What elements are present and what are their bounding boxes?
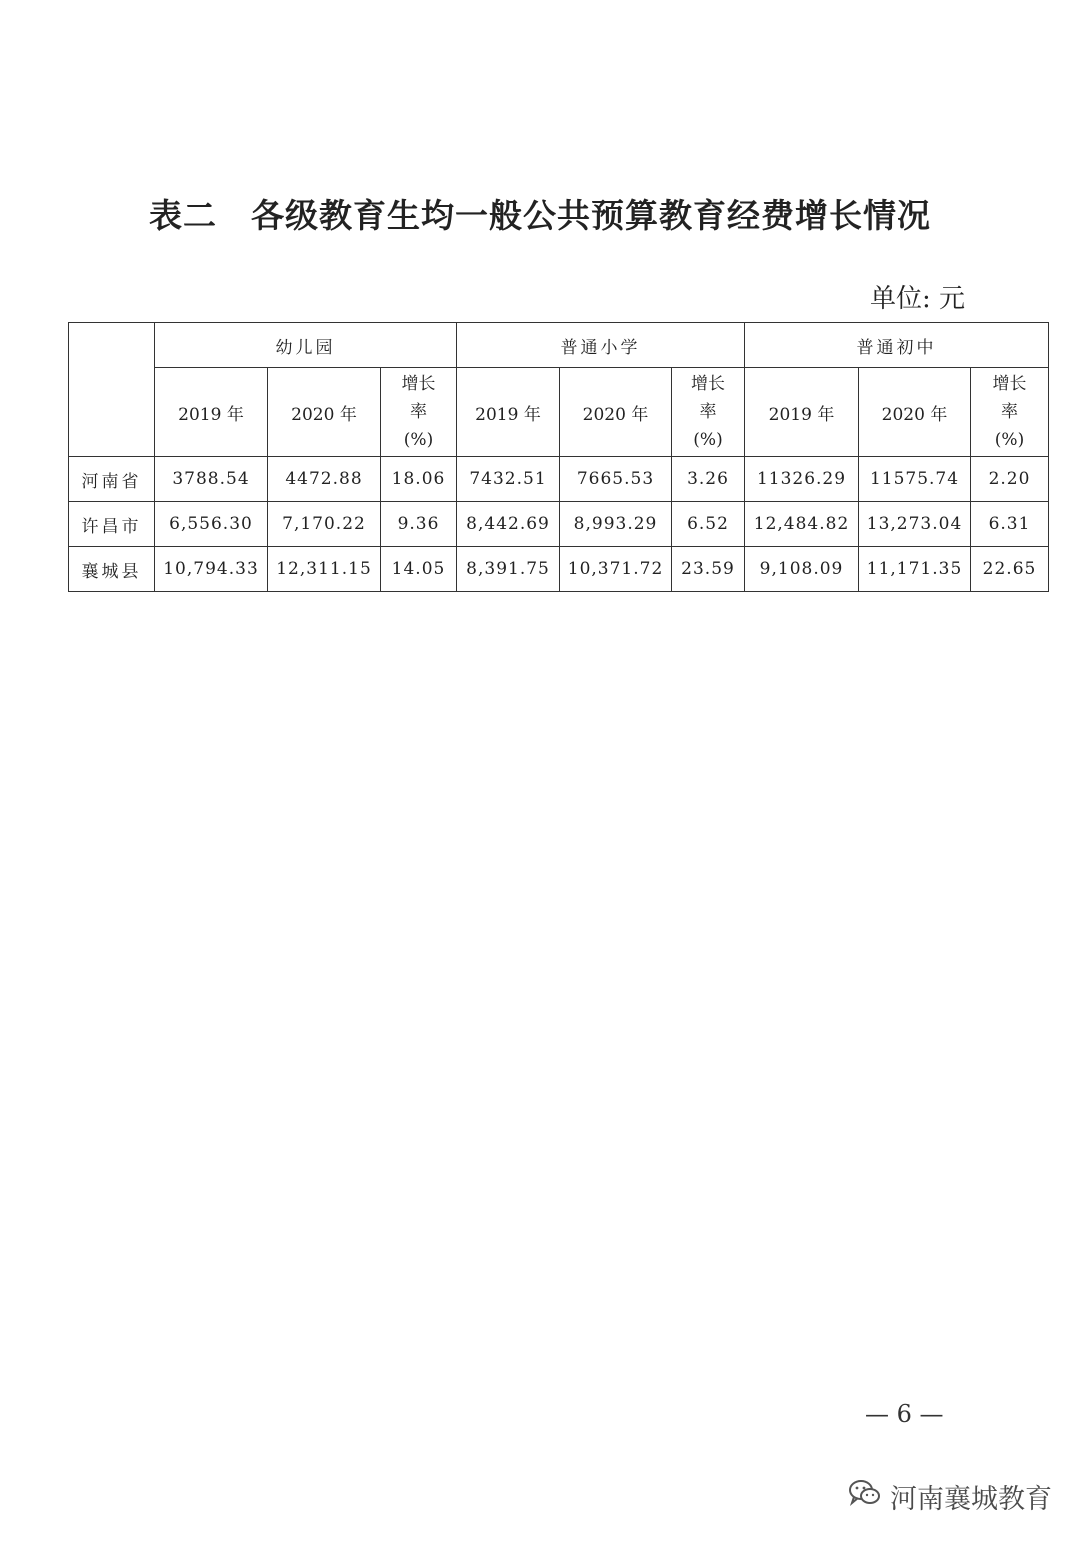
group-header-kindergarten: 幼儿园 bbox=[155, 323, 457, 368]
value-cell: 11,171.35 bbox=[859, 547, 971, 592]
page-number: — 6 — bbox=[865, 1400, 944, 1428]
year-2019-header: 2019 年 bbox=[745, 368, 859, 457]
year-2019-header: 2019 年 bbox=[457, 368, 560, 457]
value-cell: 12,484.82 bbox=[745, 502, 859, 547]
value-cell: 11575.74 bbox=[859, 457, 971, 502]
value-cell: 8,391.75 bbox=[457, 547, 560, 592]
value-cell: 23.59 bbox=[672, 547, 745, 592]
value-cell: 6,556.30 bbox=[155, 502, 268, 547]
value-cell: 3788.54 bbox=[155, 457, 268, 502]
group-header-row bbox=[69, 323, 1049, 368]
table-row bbox=[69, 547, 1049, 592]
value-cell: 7665.53 bbox=[560, 457, 672, 502]
value-cell: 8,442.69 bbox=[457, 502, 560, 547]
value-cell: 12,311.15 bbox=[268, 547, 381, 592]
value-cell: 22.65 bbox=[971, 547, 1049, 592]
year-2020-header: 2020 年 bbox=[268, 368, 381, 457]
rate-label-1: 增长 bbox=[401, 374, 436, 394]
budget-table bbox=[68, 322, 1049, 592]
year-2019-header: 2019 年 bbox=[155, 368, 268, 457]
corner-cell bbox=[69, 323, 155, 457]
unit-label: 单位: 元 bbox=[869, 284, 965, 314]
value-cell: 4472.88 bbox=[268, 457, 381, 502]
year-2020-header: 2020 年 bbox=[560, 368, 672, 457]
value-cell: 9,108.09 bbox=[745, 547, 859, 592]
rate-label-2: 率 bbox=[699, 402, 717, 422]
rate-label-2: 率 bbox=[1001, 402, 1019, 422]
document-title bbox=[0, 190, 1080, 237]
rate-label-3: (%) bbox=[994, 430, 1025, 450]
value-cell: 10,794.33 bbox=[155, 547, 268, 592]
region-cell: 许昌市 bbox=[69, 502, 155, 547]
value-cell: 7432.51 bbox=[457, 457, 560, 502]
watermark bbox=[848, 1478, 1052, 1514]
rate-label-2: 率 bbox=[410, 402, 427, 422]
rate-label-3: (%) bbox=[693, 430, 723, 450]
value-cell: 9.36 bbox=[381, 502, 457, 547]
value-cell: 2.20 bbox=[971, 457, 1049, 502]
value-cell: 6.52 bbox=[672, 502, 745, 547]
title-text: 各级教育生均一般公共预算教育经费增长情况 bbox=[251, 196, 931, 235]
region-cell: 河南省 bbox=[69, 457, 155, 502]
rate-label-3: (%) bbox=[403, 430, 434, 450]
rate-label-1: 增长 bbox=[992, 374, 1027, 394]
growth-rate-header bbox=[672, 368, 745, 457]
growth-rate-header bbox=[381, 368, 457, 457]
group-header-junior: 普通初中 bbox=[745, 323, 1049, 368]
watermark-text: 河南襄城教育 bbox=[890, 1483, 1052, 1515]
table-row bbox=[69, 457, 1049, 502]
value-cell: 6.31 bbox=[971, 502, 1049, 547]
sub-header-row bbox=[69, 368, 1049, 457]
value-cell: 10,371.72 bbox=[560, 547, 672, 592]
value-cell: 11326.29 bbox=[745, 457, 859, 502]
year-2020-header: 2020 年 bbox=[859, 368, 971, 457]
table-row bbox=[69, 502, 1049, 547]
rate-label-1: 增长 bbox=[691, 374, 726, 394]
region-cell: 襄城县 bbox=[69, 547, 155, 592]
value-cell: 3.26 bbox=[672, 457, 745, 502]
value-cell: 8,993.29 bbox=[560, 502, 672, 547]
value-cell: 7,170.22 bbox=[268, 502, 381, 547]
value-cell: 14.05 bbox=[381, 547, 457, 592]
value-cell: 13,273.04 bbox=[859, 502, 971, 547]
growth-rate-header bbox=[971, 368, 1049, 457]
title-prefix: 表二 bbox=[149, 196, 217, 235]
value-cell: 18.06 bbox=[381, 457, 457, 502]
group-header-primary: 普通小学 bbox=[457, 323, 745, 368]
wechat-icon bbox=[848, 1478, 882, 1515]
